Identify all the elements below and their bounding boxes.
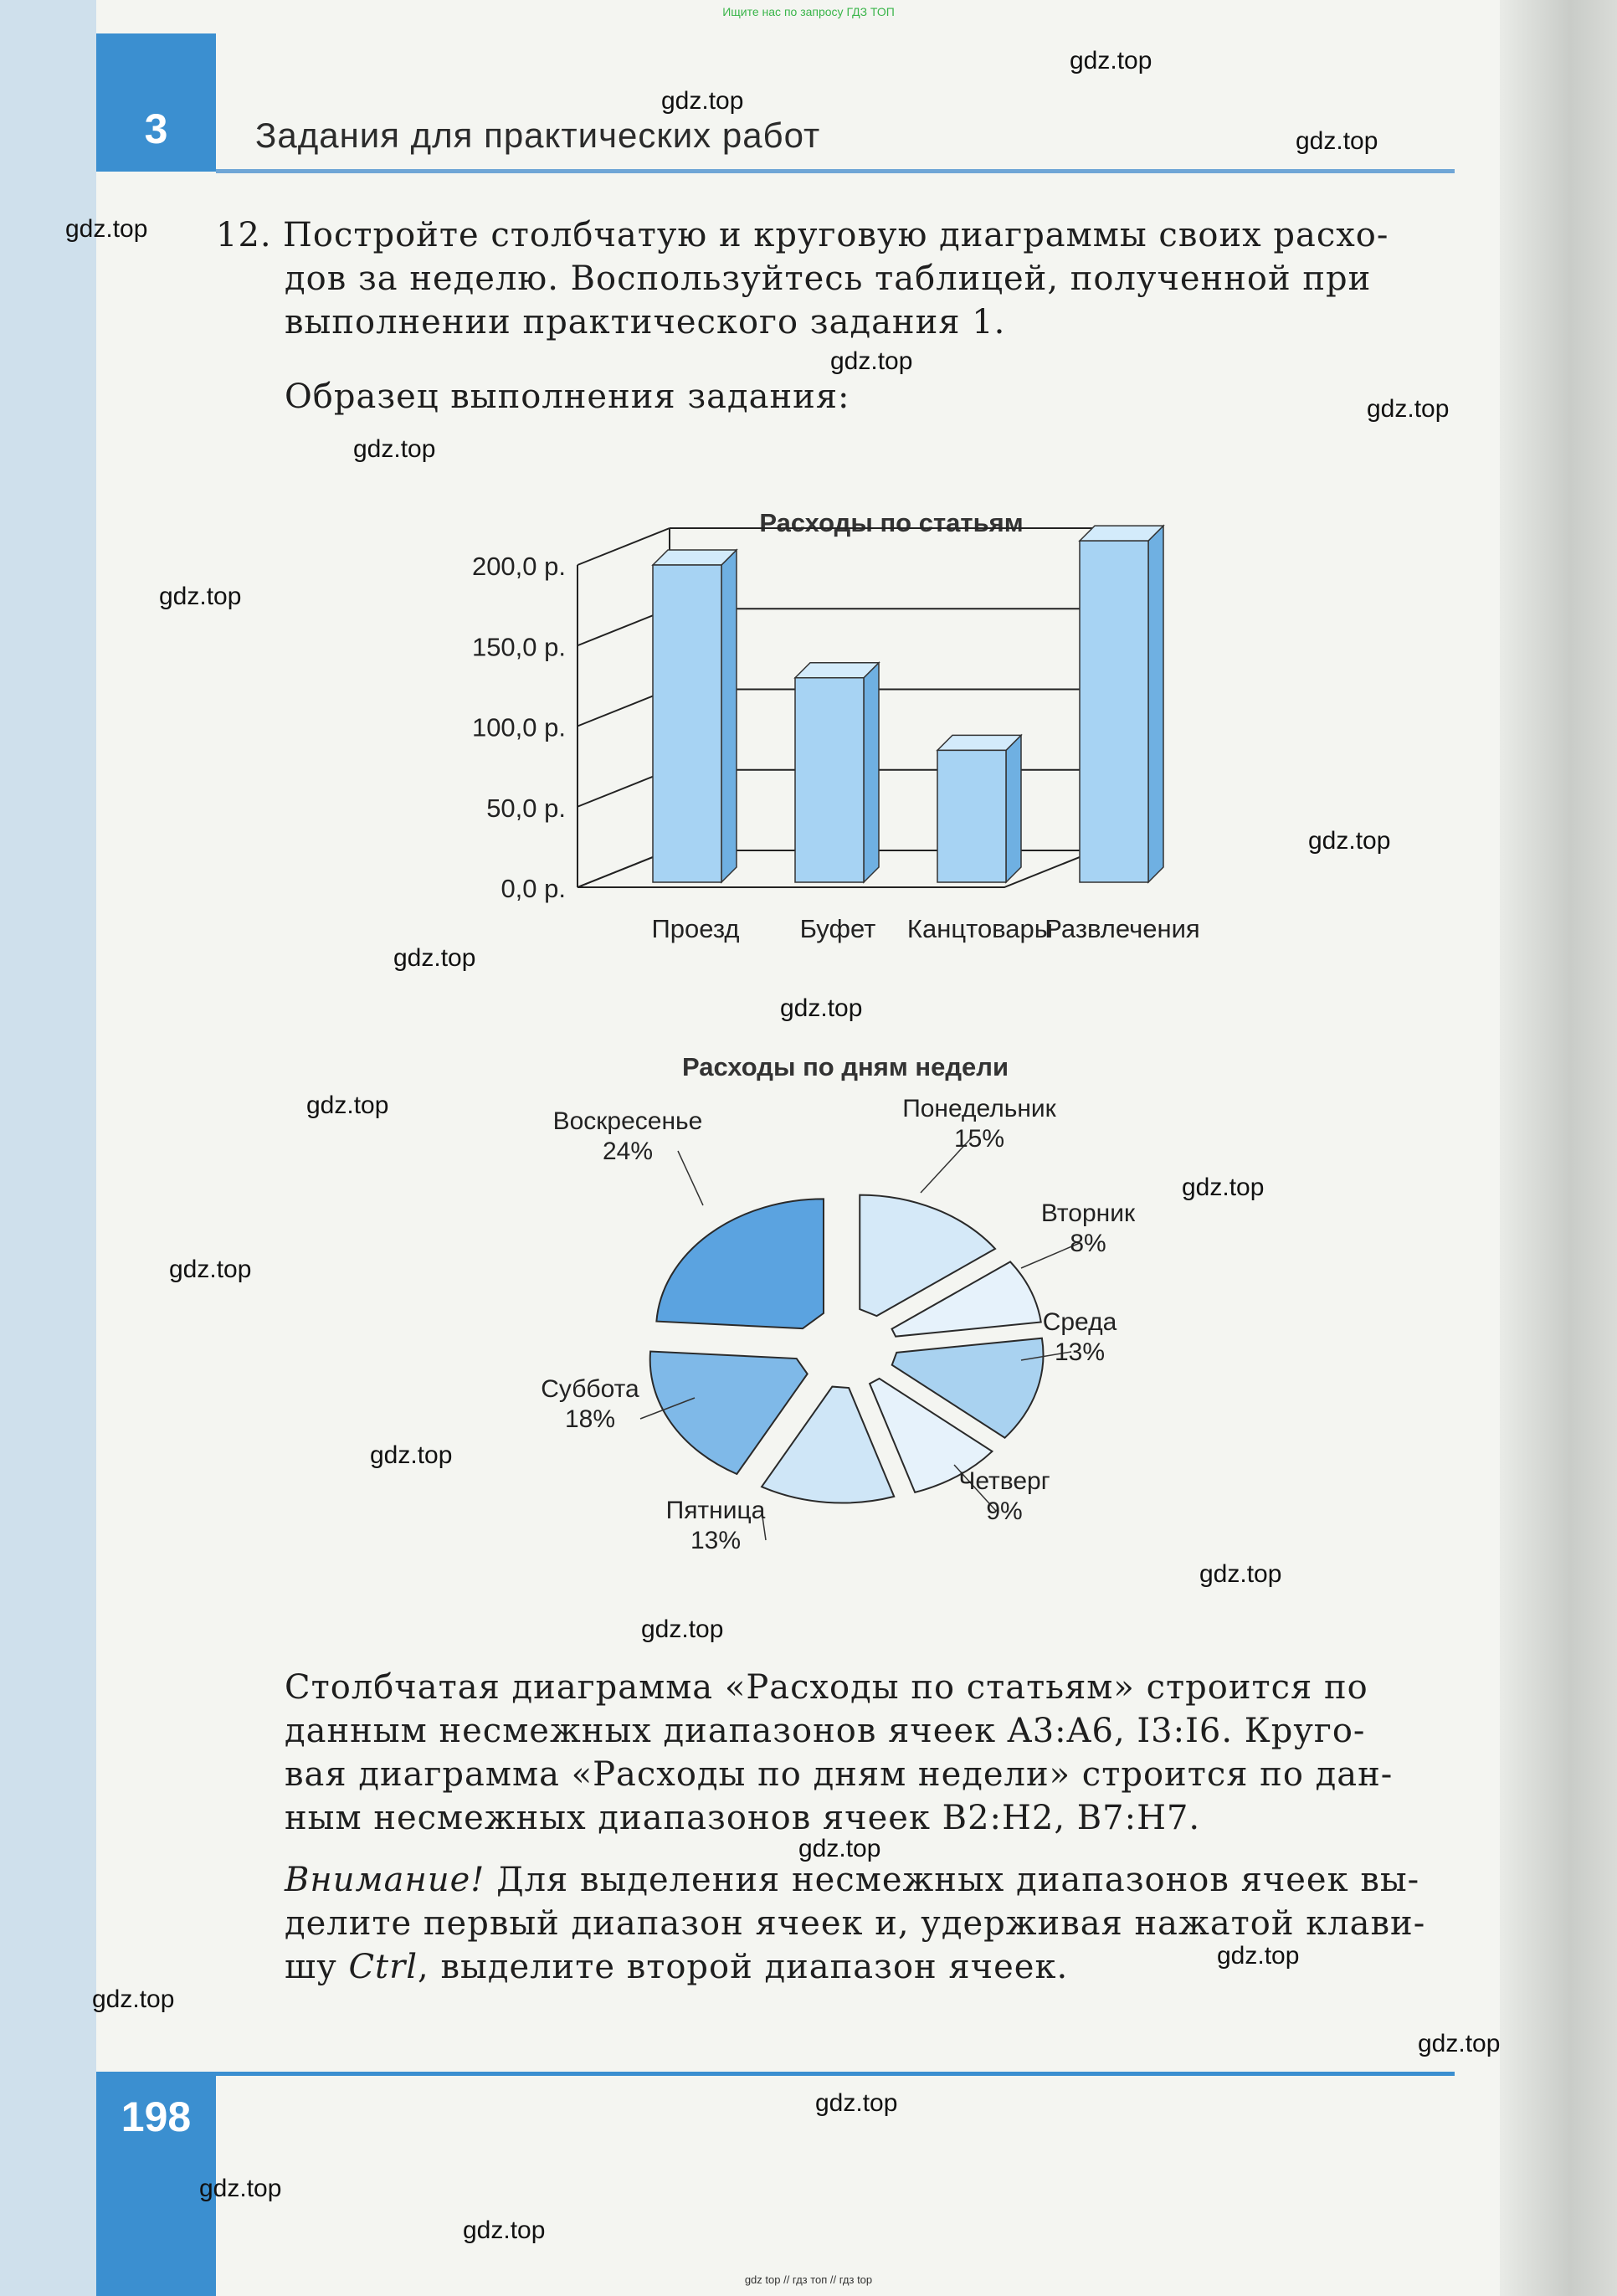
watermark: gdz.top	[641, 1615, 724, 1643]
watermark: gdz.top	[65, 215, 148, 243]
y-tick-label: 50,0 р.	[486, 793, 566, 823]
watermark: gdz.top	[92, 1985, 175, 2013]
note-line-3b: , выделите второй диапазон ячеек.	[418, 1948, 1069, 1986]
footer-divider	[216, 2072, 1455, 2076]
bar-top	[653, 550, 737, 565]
section-title: Задания для практических работ	[255, 116, 821, 155]
task-line-1: Постройте столбчатую и круговую диаграммы своих расхо-	[283, 216, 1389, 254]
slice-label: Понедельник	[902, 1095, 1056, 1122]
note-line-3a: шу	[285, 1948, 349, 1986]
description-paragraph	[285, 1666, 1456, 1840]
note-line-1: Для выделения несмежных диапазонов ячеек вы-	[485, 1861, 1420, 1899]
task-number: 12.	[216, 216, 272, 254]
category-label: Канцтовары	[906, 914, 1054, 943]
bar-top	[1080, 526, 1163, 541]
watermark: gdz.top	[306, 1091, 389, 1119]
watermark: gdz.top	[1199, 1560, 1282, 1588]
slice-percent: 18%	[564, 1405, 616, 1433]
watermark: gdz.top	[780, 994, 863, 1022]
pie-chart	[502, 1046, 1138, 1615]
bar-chart	[418, 494, 1306, 946]
watermark: gdz.top	[815, 2089, 898, 2117]
chapter-number: 3	[96, 33, 216, 172]
slice-percent: 24%	[602, 1138, 654, 1165]
watermark: gdz.top	[1217, 1942, 1300, 1970]
gridline-diagonal	[578, 528, 670, 565]
description-line-3: вая диаграмма «Расходы по дням недели» строится по дан-	[285, 1755, 1394, 1794]
category-label: Проезд	[651, 914, 740, 943]
category-label: Развлечения	[1045, 914, 1200, 943]
y-tick-label: 150,0 р.	[471, 632, 566, 662]
slice-percent: 9%	[986, 1497, 1023, 1525]
y-tick-label: 200,0 р.	[471, 552, 566, 581]
watermark: gdz.top	[1367, 395, 1450, 423]
slice-label: Вторник	[1040, 1199, 1136, 1227]
watermark: gdz.top	[798, 1835, 881, 1862]
watermark: gdz.top	[199, 2175, 282, 2202]
y-tick-label: 100,0 р.	[471, 712, 566, 742]
bar	[795, 678, 864, 882]
note-line-2: делите первый диапазон ячеек и, удерживая нажатой клави-	[285, 1904, 1426, 1943]
description-line-4: ным несмежных диапазонов ячеек B2:H2, B7:H7.	[285, 1799, 1201, 1837]
slice-label: Среда	[1042, 1308, 1117, 1336]
task-line-3: выполнении практического задания 1.	[285, 303, 1006, 342]
slice-percent: 15%	[953, 1125, 1005, 1153]
watermark: gdz.top	[393, 944, 476, 972]
slice-label: Четверг	[958, 1467, 1050, 1495]
page-left-margin	[0, 0, 96, 2296]
bottom-notice: gdz top // гдз топ // гдз top	[744, 2273, 873, 2286]
watermark: gdz.top	[159, 583, 242, 610]
bar-chart-title: Расходы по статьям	[759, 508, 1024, 537]
watermark: gdz.top	[370, 1441, 453, 1469]
ctrl-key: Ctrl	[348, 1948, 418, 1986]
pie-slice	[656, 1199, 824, 1328]
bar	[1080, 541, 1148, 882]
y-tick-label: 0,0 р.	[501, 874, 566, 903]
slice-percent: 8%	[1070, 1230, 1106, 1257]
category-label: Буфет	[799, 914, 876, 943]
watermark: gdz.top	[830, 347, 913, 375]
watermark: gdz.top	[463, 2216, 546, 2244]
slice-label: Суббота	[541, 1375, 639, 1403]
bar-side	[721, 550, 737, 882]
slice-label: Пятница	[665, 1497, 766, 1524]
watermark: gdz.top	[1308, 827, 1391, 855]
bar	[653, 565, 721, 882]
slice-label: Воскресенье	[552, 1107, 703, 1135]
bar-top	[795, 663, 879, 678]
watermark: gdz.top	[1070, 47, 1152, 74]
bar	[937, 750, 1006, 882]
bar-side	[864, 663, 879, 882]
sample-label: Образец выполнения задания:	[285, 378, 850, 416]
bar-side	[1148, 526, 1163, 882]
watermark: gdz.top	[169, 1256, 252, 1283]
slice-percent: 13%	[690, 1527, 742, 1554]
bar-top	[937, 735, 1021, 750]
watermark: gdz.top	[1296, 127, 1378, 155]
header-divider	[216, 169, 1455, 173]
slice-percent: 13%	[1054, 1338, 1106, 1366]
bar-side	[1006, 735, 1021, 882]
watermark: gdz.top	[1418, 2030, 1501, 2057]
page-number: 198	[96, 2072, 216, 2296]
pie-chart-title: Расходы по дням недели	[681, 1052, 1009, 1081]
top-notice: Ищите нас по запросу ГДЗ ТОП	[722, 5, 895, 18]
attention-word: Внимание!	[285, 1861, 485, 1899]
task-12	[216, 213, 1455, 344]
watermark: gdz.top	[1182, 1174, 1265, 1201]
watermark: gdz.top	[353, 435, 436, 463]
task-line-2: дов за неделю. Воспользуйтесь таблицей, полученной при	[285, 259, 1372, 298]
leader-line	[678, 1151, 703, 1205]
page-binding-shadow	[1500, 0, 1617, 2296]
description-line-1: Столбчатая диаграмма «Расходы по статьям» строится по	[285, 1668, 1368, 1707]
watermark: gdz.top	[661, 87, 744, 115]
description-line-2: данным несмежных диапазонов ячеек A3:A6, I3:I6. Круго-	[285, 1712, 1366, 1750]
